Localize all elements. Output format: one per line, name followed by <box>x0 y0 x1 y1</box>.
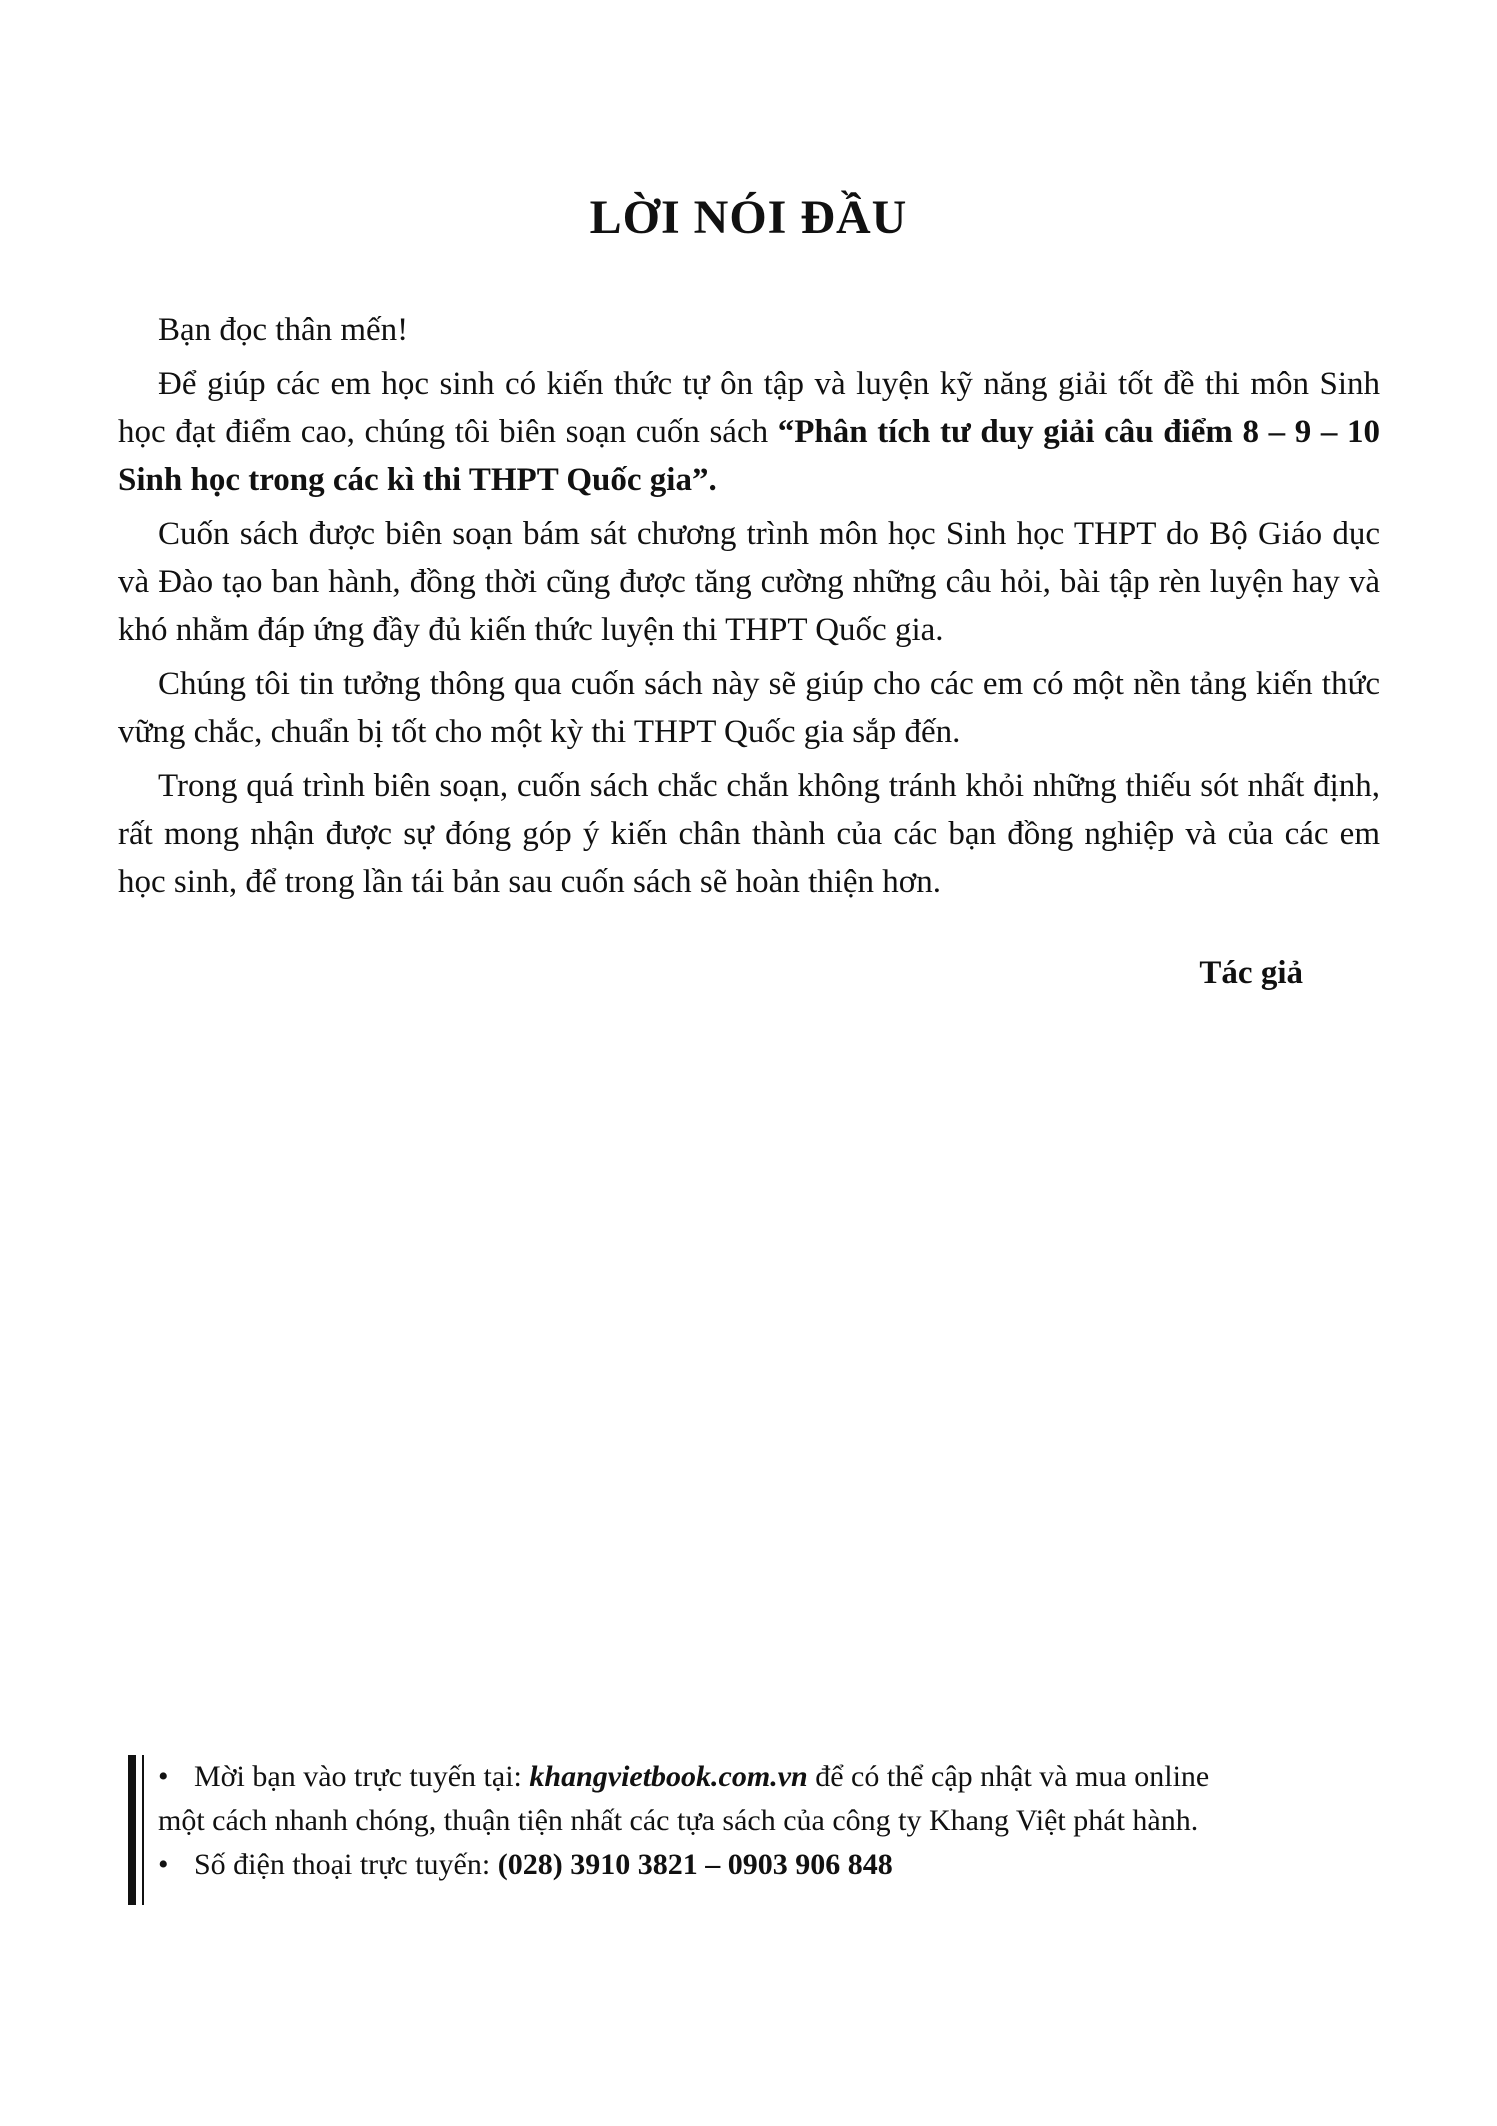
paragraph-4: Trong quá trình biên soạn, cuốn sách chắc chắn không tránh khỏi những thiếu sót nhất định, rất mong nhận được sự đóng góp ý kiến chân thành của các bạn đồng nghiệp và của các em học sinh, để trong lần tái bản sau cuốn sách sẽ hoàn thiện hơn. <box>118 768 1380 900</box>
paragraph-3: Chúng tôi tin tưởng thông qua cuốn sách này sẽ giúp cho các em có một nền tảng kiến thức vững chắc, chuẩn bị tốt cho một kỳ thi THPT Quốc gia sắp đến. <box>118 666 1380 750</box>
footer-border-thick <box>128 1755 136 1905</box>
paragraph-1 <box>118 360 1380 504</box>
bullet-icon: • <box>158 1760 169 1793</box>
website-link[interactable]: khangvietbook.com.vn <box>529 1760 808 1793</box>
footer-notice <box>128 1755 1388 1905</box>
footer-border-thin <box>142 1755 144 1905</box>
preface-body <box>118 306 1380 912</box>
footer-line-2: một cách nhanh chóng, thuận tiện nhất các tựa sách của công ty Khang Việt phát hành. <box>158 1804 1199 1837</box>
bullet-icon: • <box>158 1848 169 1881</box>
footer-line-1 <box>158 1755 1388 1799</box>
paragraph-1-lead: Để giúp các em học sinh có kiến thức tự ôn tập và luyện kỹ năng giải tốt đề thi môn Sinh học đạt điểm cao, chúng tôi biên soạn cuốn sách <box>118 366 1380 450</box>
paragraph-2: Cuốn sách được biên soạn bám sát chương trình môn học Sinh học THPT do Bộ Giáo dục và Đào tạo ban hành, đồng thời cũng được tăng cường những câu hỏi, bài tập rèn luyện hay và khó nhằm đáp ứng đầy đủ kiến thức luyện thi THPT Quốc gia. <box>118 516 1380 648</box>
footer-text <box>158 1755 1388 1887</box>
footer-line-3-lead: Số điện thoại trực tuyến: <box>194 1848 498 1881</box>
footer-line-1-tail: để có thể cập nhật và mua online <box>807 1760 1210 1793</box>
book-title: “Phân tích tư duy giải câu điểm 8 – 9 – 10 Sinh học trong các kì thi THPT Quốc gia”. <box>118 414 1381 498</box>
phone-number: (028) 3910 3821 – 0903 906 848 <box>497 1848 893 1881</box>
signature: Tác giả <box>1199 955 1303 991</box>
greeting: Bạn đọc thân mến! <box>158 312 409 348</box>
page-title: LỜI NÓI ĐẦU <box>589 191 908 244</box>
footer-line-1-lead: Mời bạn vào trực tuyến tại: <box>194 1760 530 1793</box>
footer-line-3 <box>158 1843 1388 1887</box>
